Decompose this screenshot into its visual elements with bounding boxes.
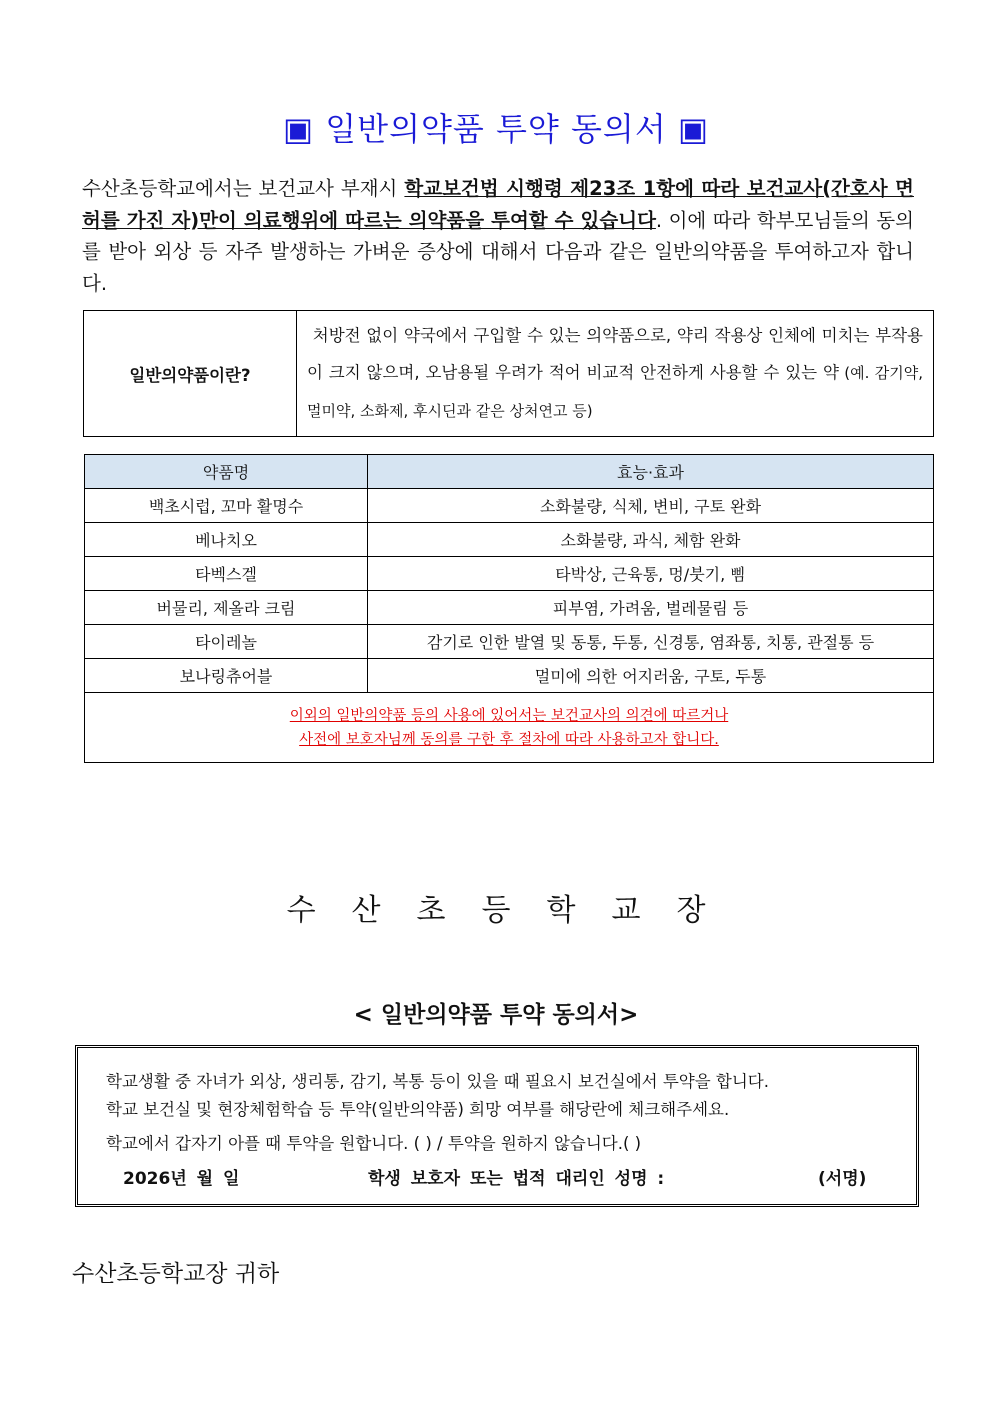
table-row xyxy=(85,557,934,591)
form-consent-choice[interactable]: 학교에서 갑자기 아플 때 투약을 원합니다. ( ) / 투약을 원하지 않습니다.( ) xyxy=(106,1134,642,1153)
definition-example: (예. 감기약, 멀미약, 소화제, 후시딘과 같은 상처연고 등) xyxy=(307,364,923,420)
medicine-name: 타벡스겔 xyxy=(85,557,368,591)
definition-body: 처방전 없이 약국에서 구입할 수 있는 의약품으로, 약리 작용상 인체에 미치는 부작용이 크지 않으며, 오남용될 우려가 적어 비교적 안전하게 사용할 수 있는 약 xyxy=(307,326,923,382)
medicine-name: 베나치오 xyxy=(85,523,368,557)
intro-text-2: . 이에 따라 학부모님들의 동의를 받아 외상 등 자주 발생하는 가벼운 증상에 대해서 다음과 같은 일반의약품을 투여하고자 합니다. xyxy=(82,208,914,295)
form-line-1: 학교생활 중 자녀가 외상, 생리통, 감기, 복통 등이 있을 때 필요시 보건실에서 투약을 합니다. xyxy=(106,1072,769,1091)
note-line-1: 이외의 일반의약품 등의 사용에 있어서는 보건교사의 의견에 따르거나 xyxy=(289,707,729,724)
consent-form-box xyxy=(75,1045,919,1207)
medicine-efficacy: 타박상, 근육통, 멍/붓기, 삠 xyxy=(368,557,934,591)
medicine-efficacy: 소화불량, 식체, 변비, 구토 완화 xyxy=(368,489,934,523)
closing-address: 수산초등학교장 귀하 xyxy=(72,1261,280,1287)
medicine-table xyxy=(84,454,934,763)
definition-table xyxy=(83,310,934,437)
table-row xyxy=(85,659,934,693)
medicine-efficacy: 감기로 인한 발열 및 동통, 두통, 신경통, 염좌통, 치통, 관절통 등 xyxy=(368,625,934,659)
table-row xyxy=(85,523,934,557)
header-efficacy: 효능·효과 xyxy=(368,455,934,489)
medicine-efficacy: 멀미에 의한 어지러움, 구토, 두통 xyxy=(368,659,934,693)
header-medicine-name: 약품명 xyxy=(85,455,368,489)
table-row xyxy=(85,489,934,523)
document-title: ▣ 일반의약품 투약 동의서 ▣ xyxy=(282,110,710,148)
table-row xyxy=(85,625,934,659)
medicine-name: 보나링츄어블 xyxy=(85,659,368,693)
medicine-name: 백초시럽, 꼬마 활명수 xyxy=(85,489,368,523)
table-note-row xyxy=(85,693,934,763)
form-signer-label: 학생 보호자 또는 법적 대리인 성명 : xyxy=(368,1169,665,1189)
medicine-name: 버물리, 제올라 크림 xyxy=(85,591,368,625)
table-header-row xyxy=(85,455,934,489)
principal-name: 수산초등학교장 xyxy=(286,893,742,928)
form-line-2: 학교 보건실 및 현장체험학습 등 투약(일반의약품) 희망 여부를 해당란에 체크해주세요. xyxy=(106,1100,730,1119)
intro-paragraph xyxy=(82,173,914,299)
medicine-efficacy: 피부염, 가려움, 벌레물림 등 xyxy=(368,591,934,625)
medicine-efficacy: 소화불량, 과식, 체함 완화 xyxy=(368,523,934,557)
intro-text-1: 수산초등학교에서는 보건교사 부재시 xyxy=(82,177,405,200)
form-signature-label[interactable]: (서명) xyxy=(818,1169,867,1189)
consent-form-title: < 일반의약품 투약 동의서> xyxy=(353,1002,639,1028)
definition-label: 일반의약품이란? xyxy=(84,311,297,437)
form-date[interactable]: 2026년 월 일 xyxy=(123,1169,240,1189)
note-line-2: 사전에 보호자님께 동의를 구한 후 절차에 따라 사용하고자 합니다. xyxy=(299,731,719,748)
medicine-name: 타이레놀 xyxy=(85,625,368,659)
intro-highlight: 학교보건법 시행령 제23조 1항에 따라 보건교사(간호사 면허를 가진 자)만이 의료행위에 따르는 의약품을 투여할 수 있습니다 xyxy=(82,177,914,232)
definition-text xyxy=(297,311,934,437)
table-row xyxy=(85,591,934,625)
table-note xyxy=(85,693,934,763)
